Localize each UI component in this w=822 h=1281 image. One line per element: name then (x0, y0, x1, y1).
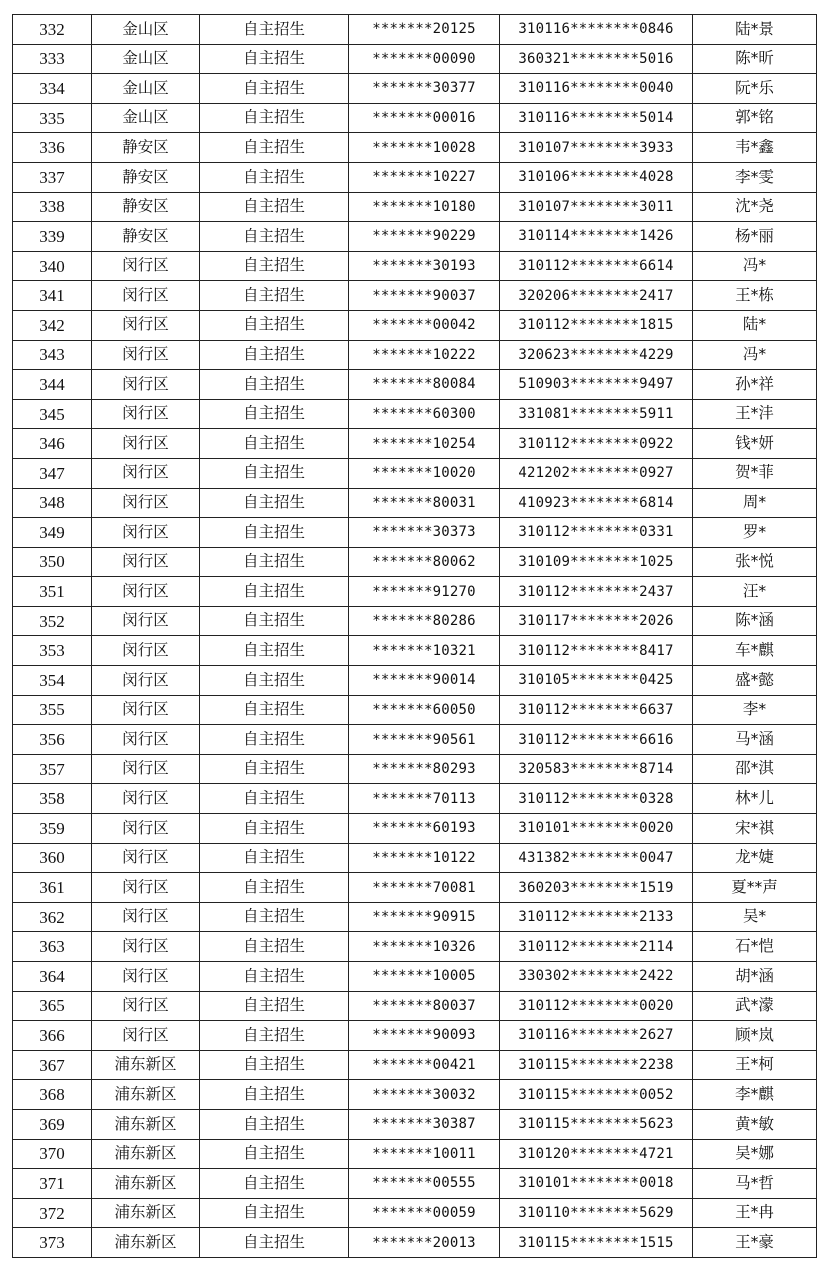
id-number-cell: 310101********0018 (500, 1169, 693, 1199)
table-row (13, 843, 817, 873)
row-number: 342 (13, 310, 92, 340)
table-row (13, 192, 817, 222)
student-name-cell: 罗* (693, 518, 817, 548)
table-row (13, 932, 817, 962)
student-name-cell: 韦*鑫 (693, 133, 817, 163)
admission-table (12, 14, 817, 1258)
admission-type-cell: 自主招生 (200, 518, 349, 548)
admission-type-cell: 自主招生 (200, 754, 349, 784)
district-cell: 闵行区 (92, 606, 200, 636)
id-number-cell: 310115********1515 (500, 1228, 693, 1258)
exam-code-cell: *******90093 (349, 1021, 500, 1051)
row-number: 368 (13, 1080, 92, 1110)
student-name-cell: 武*濛 (693, 991, 817, 1021)
admission-type-cell: 自主招生 (200, 162, 349, 192)
exam-code-cell: *******00059 (349, 1198, 500, 1228)
row-number: 351 (13, 577, 92, 607)
row-number: 339 (13, 222, 92, 252)
student-name-cell: 陆*景 (693, 15, 817, 45)
admission-type-cell: 自主招生 (200, 814, 349, 844)
id-number-cell: 310112********2133 (500, 902, 693, 932)
id-number-cell: 310105********0425 (500, 666, 693, 696)
table-row (13, 340, 817, 370)
id-number-cell: 310109********1025 (500, 547, 693, 577)
admission-type-cell: 自主招生 (200, 636, 349, 666)
district-cell: 浦东新区 (92, 1228, 200, 1258)
id-number-cell: 421202********0927 (500, 458, 693, 488)
district-cell: 静安区 (92, 133, 200, 163)
id-number-cell: 310114********1426 (500, 222, 693, 252)
student-name-cell: 宋*祺 (693, 814, 817, 844)
id-number-cell: 310116********0846 (500, 15, 693, 45)
student-name-cell: 王*豪 (693, 1228, 817, 1258)
exam-code-cell: *******90037 (349, 281, 500, 311)
table-row (13, 251, 817, 281)
admission-type-cell: 自主招生 (200, 1109, 349, 1139)
row-number: 336 (13, 133, 92, 163)
student-name-cell: 冯* (693, 340, 817, 370)
student-name-cell: 车*麒 (693, 636, 817, 666)
district-cell: 闵行区 (92, 902, 200, 932)
admission-type-cell: 自主招生 (200, 488, 349, 518)
exam-code-cell: *******10005 (349, 962, 500, 992)
admission-type-cell: 自主招生 (200, 962, 349, 992)
id-number-cell: 331081********5911 (500, 399, 693, 429)
district-cell: 金山区 (92, 15, 200, 45)
row-number: 341 (13, 281, 92, 311)
row-number: 343 (13, 340, 92, 370)
id-number-cell: 310112********0328 (500, 784, 693, 814)
admission-type-cell: 自主招生 (200, 1021, 349, 1051)
id-number-cell: 310116********0040 (500, 74, 693, 104)
district-cell: 闵行区 (92, 399, 200, 429)
exam-code-cell: *******20125 (349, 15, 500, 45)
exam-code-cell: *******10222 (349, 340, 500, 370)
exam-code-cell: *******80031 (349, 488, 500, 518)
id-number-cell: 310112********6616 (500, 725, 693, 755)
exam-code-cell: *******80286 (349, 606, 500, 636)
table-row (13, 814, 817, 844)
district-cell: 浦东新区 (92, 1080, 200, 1110)
district-cell: 闵行区 (92, 429, 200, 459)
id-number-cell: 310101********0020 (500, 814, 693, 844)
admission-type-cell: 自主招生 (200, 1169, 349, 1199)
exam-code-cell: *******10326 (349, 932, 500, 962)
admission-type-cell: 自主招生 (200, 44, 349, 74)
row-number: 354 (13, 666, 92, 696)
student-name-cell: 石*恺 (693, 932, 817, 962)
row-number: 332 (13, 15, 92, 45)
district-cell: 金山区 (92, 103, 200, 133)
district-cell: 闵行区 (92, 547, 200, 577)
row-number: 356 (13, 725, 92, 755)
student-name-cell: 顾*岚 (693, 1021, 817, 1051)
table-row (13, 606, 817, 636)
exam-code-cell: *******80062 (349, 547, 500, 577)
row-number: 352 (13, 606, 92, 636)
row-number: 350 (13, 547, 92, 577)
id-number-cell: 360203********1519 (500, 873, 693, 903)
row-number: 370 (13, 1139, 92, 1169)
exam-code-cell: *******70113 (349, 784, 500, 814)
student-name-cell: 胡*涵 (693, 962, 817, 992)
id-number-cell: 431382********0047 (500, 843, 693, 873)
district-cell: 浦东新区 (92, 1109, 200, 1139)
exam-code-cell: *******10011 (349, 1139, 500, 1169)
row-number: 363 (13, 932, 92, 962)
row-number: 353 (13, 636, 92, 666)
table-row (13, 962, 817, 992)
student-name-cell: 黄*敏 (693, 1109, 817, 1139)
district-cell: 闵行区 (92, 251, 200, 281)
admission-type-cell: 自主招生 (200, 1050, 349, 1080)
district-cell: 静安区 (92, 162, 200, 192)
student-name-cell: 马*哲 (693, 1169, 817, 1199)
district-cell: 闵行区 (92, 577, 200, 607)
exam-code-cell: *******80037 (349, 991, 500, 1021)
exam-code-cell: *******10028 (349, 133, 500, 163)
student-name-cell: 陈*昕 (693, 44, 817, 74)
row-number: 369 (13, 1109, 92, 1139)
student-name-cell: 马*涵 (693, 725, 817, 755)
exam-code-cell: *******00042 (349, 310, 500, 340)
admission-type-cell: 自主招生 (200, 429, 349, 459)
admission-list-sheet (12, 14, 810, 1258)
row-number: 371 (13, 1169, 92, 1199)
exam-code-cell: *******20013 (349, 1228, 500, 1258)
table-row (13, 518, 817, 548)
admission-type-cell: 自主招生 (200, 399, 349, 429)
district-cell: 浦东新区 (92, 1050, 200, 1080)
table-row (13, 873, 817, 903)
id-number-cell: 310117********2026 (500, 606, 693, 636)
row-number: 349 (13, 518, 92, 548)
student-name-cell: 邵*淇 (693, 754, 817, 784)
table-row (13, 902, 817, 932)
district-cell: 静安区 (92, 192, 200, 222)
district-cell: 闵行区 (92, 310, 200, 340)
row-number: 345 (13, 399, 92, 429)
student-name-cell: 汪* (693, 577, 817, 607)
admission-type-cell: 自主招生 (200, 1198, 349, 1228)
exam-code-cell: *******00090 (349, 44, 500, 74)
row-number: 338 (13, 192, 92, 222)
exam-code-cell: *******10020 (349, 458, 500, 488)
student-name-cell: 周* (693, 488, 817, 518)
district-cell: 闵行区 (92, 1021, 200, 1051)
exam-code-cell: *******30377 (349, 74, 500, 104)
row-number: 333 (13, 44, 92, 74)
table-row (13, 725, 817, 755)
exam-code-cell: *******10254 (349, 429, 500, 459)
id-number-cell: 320206********2417 (500, 281, 693, 311)
id-number-cell: 310110********5629 (500, 1198, 693, 1228)
exam-code-cell: *******60050 (349, 695, 500, 725)
row-number: 357 (13, 754, 92, 784)
table-row (13, 1228, 817, 1258)
student-name-cell: 王*沣 (693, 399, 817, 429)
row-number: 367 (13, 1050, 92, 1080)
admission-type-cell: 自主招生 (200, 843, 349, 873)
student-name-cell: 吴* (693, 902, 817, 932)
admission-type-cell: 自主招生 (200, 103, 349, 133)
district-cell: 浦东新区 (92, 1139, 200, 1169)
table-row (13, 695, 817, 725)
student-name-cell: 郭*铭 (693, 103, 817, 133)
exam-code-cell: *******90915 (349, 902, 500, 932)
row-number: 361 (13, 873, 92, 903)
table-row (13, 429, 817, 459)
exam-code-cell: *******70081 (349, 873, 500, 903)
id-number-cell: 310116********5014 (500, 103, 693, 133)
exam-code-cell: *******00555 (349, 1169, 500, 1199)
admission-type-cell: 自主招生 (200, 1080, 349, 1110)
admission-type-cell: 自主招生 (200, 458, 349, 488)
admission-type-cell: 自主招生 (200, 547, 349, 577)
row-number: 360 (13, 843, 92, 873)
id-number-cell: 310112********0020 (500, 991, 693, 1021)
student-name-cell: 钱*妍 (693, 429, 817, 459)
exam-code-cell: *******90014 (349, 666, 500, 696)
district-cell: 闵行区 (92, 843, 200, 873)
row-number: 355 (13, 695, 92, 725)
admission-type-cell: 自主招生 (200, 74, 349, 104)
admission-type-cell: 自主招生 (200, 1139, 349, 1169)
exam-code-cell: *******90229 (349, 222, 500, 252)
student-name-cell: 李*雯 (693, 162, 817, 192)
district-cell: 闵行区 (92, 281, 200, 311)
row-number: 358 (13, 784, 92, 814)
table-row (13, 547, 817, 577)
admission-type-cell: 自主招生 (200, 370, 349, 400)
district-cell: 闵行区 (92, 340, 200, 370)
student-name-cell: 陆* (693, 310, 817, 340)
table-row (13, 1109, 817, 1139)
table-row (13, 754, 817, 784)
admission-type-cell: 自主招生 (200, 666, 349, 696)
exam-code-cell: *******60300 (349, 399, 500, 429)
id-number-cell: 330302********2422 (500, 962, 693, 992)
table-row (13, 222, 817, 252)
exam-code-cell: *******30032 (349, 1080, 500, 1110)
admission-type-cell: 自主招生 (200, 784, 349, 814)
admission-type-cell: 自主招生 (200, 577, 349, 607)
admission-type-cell: 自主招生 (200, 902, 349, 932)
table-row (13, 784, 817, 814)
id-number-cell: 510903********9497 (500, 370, 693, 400)
admission-type-cell: 自主招生 (200, 991, 349, 1021)
exam-code-cell: *******10227 (349, 162, 500, 192)
student-name-cell: 张*悦 (693, 547, 817, 577)
id-number-cell: 310112********0331 (500, 518, 693, 548)
district-cell: 闵行区 (92, 962, 200, 992)
id-number-cell: 310112********6614 (500, 251, 693, 281)
admission-type-cell: 自主招生 (200, 606, 349, 636)
table-row (13, 1198, 817, 1228)
id-number-cell: 310112********8417 (500, 636, 693, 666)
student-name-cell: 孙*祥 (693, 370, 817, 400)
table-row (13, 1169, 817, 1199)
id-number-cell: 310112********2437 (500, 577, 693, 607)
student-name-cell: 沈*尧 (693, 192, 817, 222)
admission-type-cell: 自主招生 (200, 340, 349, 370)
district-cell: 闵行区 (92, 488, 200, 518)
student-name-cell: 王*柯 (693, 1050, 817, 1080)
row-number: 362 (13, 902, 92, 932)
row-number: 373 (13, 1228, 92, 1258)
id-number-cell: 310112********0922 (500, 429, 693, 459)
table-body (13, 15, 817, 1258)
district-cell: 浦东新区 (92, 1169, 200, 1199)
id-number-cell: 320583********8714 (500, 754, 693, 784)
table-row (13, 15, 817, 45)
id-number-cell: 310107********3011 (500, 192, 693, 222)
exam-code-cell: *******30373 (349, 518, 500, 548)
exam-code-cell: *******60193 (349, 814, 500, 844)
admission-type-cell: 自主招生 (200, 133, 349, 163)
admission-type-cell: 自主招生 (200, 281, 349, 311)
admission-type-cell: 自主招生 (200, 310, 349, 340)
student-name-cell: 盛*懿 (693, 666, 817, 696)
table-row (13, 281, 817, 311)
student-name-cell: 冯* (693, 251, 817, 281)
table-row (13, 666, 817, 696)
admission-type-cell: 自主招生 (200, 873, 349, 903)
exam-code-cell: *******10122 (349, 843, 500, 873)
table-row (13, 1080, 817, 1110)
admission-type-cell: 自主招生 (200, 932, 349, 962)
admission-type-cell: 自主招生 (200, 222, 349, 252)
row-number: 366 (13, 1021, 92, 1051)
exam-code-cell: *******90561 (349, 725, 500, 755)
admission-type-cell: 自主招生 (200, 251, 349, 281)
table-row (13, 74, 817, 104)
student-name-cell: 贺*菲 (693, 458, 817, 488)
district-cell: 闵行区 (92, 636, 200, 666)
exam-code-cell: *******80293 (349, 754, 500, 784)
id-number-cell: 310115********2238 (500, 1050, 693, 1080)
table-row (13, 133, 817, 163)
district-cell: 闵行区 (92, 695, 200, 725)
student-name-cell: 阮*乐 (693, 74, 817, 104)
exam-code-cell: *******80084 (349, 370, 500, 400)
district-cell: 闵行区 (92, 725, 200, 755)
exam-code-cell: *******30387 (349, 1109, 500, 1139)
id-number-cell: 320623********4229 (500, 340, 693, 370)
row-number: 340 (13, 251, 92, 281)
district-cell: 闵行区 (92, 873, 200, 903)
table-row (13, 1139, 817, 1169)
id-number-cell: 310112********2114 (500, 932, 693, 962)
table-row (13, 577, 817, 607)
id-number-cell: 310107********3933 (500, 133, 693, 163)
student-name-cell: 陈*涵 (693, 606, 817, 636)
admission-type-cell: 自主招生 (200, 725, 349, 755)
table-row (13, 399, 817, 429)
id-number-cell: 310116********2627 (500, 1021, 693, 1051)
student-name-cell: 夏**声 (693, 873, 817, 903)
exam-code-cell: *******00016 (349, 103, 500, 133)
table-row (13, 1050, 817, 1080)
district-cell: 闵行区 (92, 991, 200, 1021)
exam-code-cell: *******30193 (349, 251, 500, 281)
id-number-cell: 310106********4028 (500, 162, 693, 192)
id-number-cell: 310120********4721 (500, 1139, 693, 1169)
district-cell: 闵行区 (92, 458, 200, 488)
exam-code-cell: *******91270 (349, 577, 500, 607)
district-cell: 闵行区 (92, 932, 200, 962)
district-cell: 闵行区 (92, 666, 200, 696)
district-cell: 金山区 (92, 74, 200, 104)
row-number: 334 (13, 74, 92, 104)
row-number: 346 (13, 429, 92, 459)
student-name-cell: 龙*婕 (693, 843, 817, 873)
table-row (13, 44, 817, 74)
student-name-cell: 王*冉 (693, 1198, 817, 1228)
student-name-cell: 吴*娜 (693, 1139, 817, 1169)
district-cell: 闵行区 (92, 370, 200, 400)
district-cell: 闵行区 (92, 784, 200, 814)
district-cell: 浦东新区 (92, 1198, 200, 1228)
exam-code-cell: *******10180 (349, 192, 500, 222)
table-row (13, 488, 817, 518)
row-number: 344 (13, 370, 92, 400)
admission-type-cell: 自主招生 (200, 1228, 349, 1258)
row-number: 335 (13, 103, 92, 133)
row-number: 364 (13, 962, 92, 992)
table-row (13, 162, 817, 192)
table-row (13, 1021, 817, 1051)
id-number-cell: 310115********5623 (500, 1109, 693, 1139)
table-row (13, 370, 817, 400)
student-name-cell: 王*栋 (693, 281, 817, 311)
row-number: 365 (13, 991, 92, 1021)
id-number-cell: 310115********0052 (500, 1080, 693, 1110)
exam-code-cell: *******00421 (349, 1050, 500, 1080)
student-name-cell: 李* (693, 695, 817, 725)
district-cell: 静安区 (92, 222, 200, 252)
student-name-cell: 李*麒 (693, 1080, 817, 1110)
table-row (13, 991, 817, 1021)
exam-code-cell: *******10321 (349, 636, 500, 666)
table-row (13, 636, 817, 666)
district-cell: 金山区 (92, 44, 200, 74)
student-name-cell: 杨*丽 (693, 222, 817, 252)
table-row (13, 103, 817, 133)
id-number-cell: 310112********1815 (500, 310, 693, 340)
district-cell: 闵行区 (92, 814, 200, 844)
district-cell: 闵行区 (92, 754, 200, 784)
admission-type-cell: 自主招生 (200, 695, 349, 725)
student-name-cell: 林*儿 (693, 784, 817, 814)
row-number: 372 (13, 1198, 92, 1228)
admission-type-cell: 自主招生 (200, 192, 349, 222)
admission-type-cell: 自主招生 (200, 15, 349, 45)
id-number-cell: 310112********6637 (500, 695, 693, 725)
id-number-cell: 410923********6814 (500, 488, 693, 518)
row-number: 337 (13, 162, 92, 192)
row-number: 348 (13, 488, 92, 518)
district-cell: 闵行区 (92, 518, 200, 548)
table-row (13, 310, 817, 340)
row-number: 359 (13, 814, 92, 844)
id-number-cell: 360321********5016 (500, 44, 693, 74)
table-row (13, 458, 817, 488)
row-number: 347 (13, 458, 92, 488)
